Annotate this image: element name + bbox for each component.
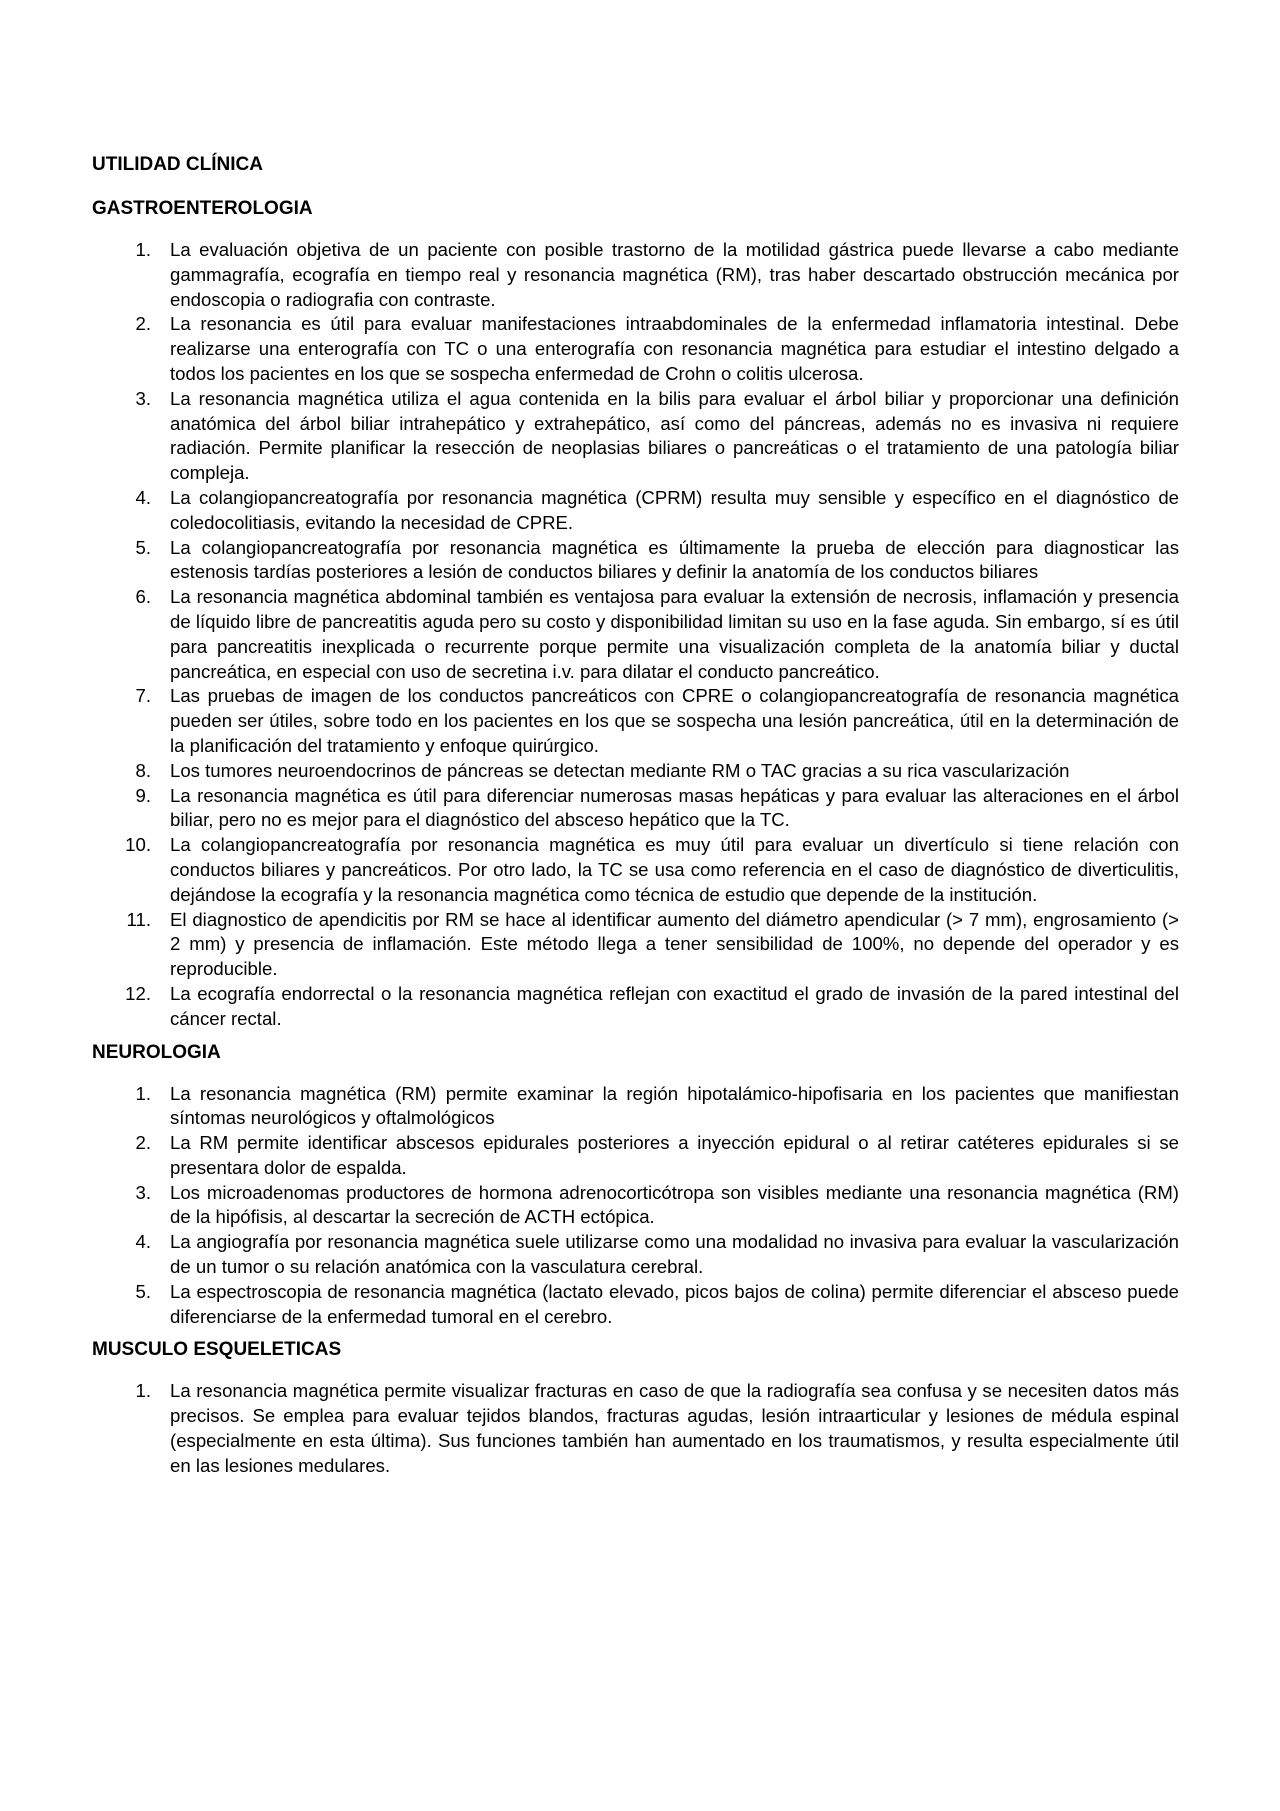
list-item [92, 585, 1179, 684]
item-text: Los tumores neuroendocrinos de páncreas se detectan mediante RM o TAC gracias a su rica vascularización [170, 759, 1070, 781]
item-number: 1. [135, 239, 151, 260]
item-number: 1. [135, 1082, 151, 1104]
item-text: La colangiopancreatografía por resonancia magnética (CPRM) resulta muy sensible y específico en el diagnóstico de coledocolitiasis, evitando la necesidad de CPRE. [170, 486, 1179, 533]
item-text: La espectroscopia de resonancia magnética (lactato elevado, picos bajos de colina) permite diferenciar el absceso puede diferenciarse de la enfermedad tumoral en el cerebro. [170, 1280, 1179, 1327]
list-item [92, 684, 1179, 758]
section-heading: NEUROLOGIA [92, 1041, 221, 1063]
item-number: 9. [135, 784, 151, 806]
item-number: 5. [135, 1280, 151, 1302]
list-item [92, 833, 1179, 907]
item-number: 5. [135, 536, 151, 558]
item-text: La ecografía endorrectal o la resonancia magnética reflejan con exactitud el grado de invasión de la pared intestinal del cáncer rectal. [170, 982, 1179, 1029]
item-text: La colangiopancreatografía por resonancia magnética es muy útil para evaluar un divertículo si tiene relación con conductos biliares y pancreáticos. Por otro lado, la TC se usa como referencia en el caso de diagnóstico de diverticulitis, dejándose la ecografía y la resonancia magnética como técnica de estudio que depende de la institución. [170, 834, 1179, 905]
item-text: La resonancia es útil para evaluar manifestaciones intraabdominales de la enfermedad inflamatoria intestinal. Debe realizarse una enterografía con TC o una enterografía con resonancia magnética para estudiar el intestino delgado a todos los pacientes en los que se sospecha enfermedad de Crohn o colitis ulcerosa. [170, 313, 1179, 384]
section-gastroenterologia [92, 196, 1179, 1032]
list-item [92, 486, 1179, 536]
numbered-list [92, 238, 1179, 1032]
list-item [92, 908, 1179, 982]
item-text: La colangiopancreatografía por resonancia magnética es últimamente la prueba de elección para diagnosticar las estenosis tardías posteriores a lesión de conductos biliares y definir la anatomía de los conductos biliares [170, 536, 1179, 583]
list-item [92, 1230, 1179, 1280]
item-number: 1. [135, 1380, 151, 1402]
section-heading: MUSCULO ESQUELETICAS [92, 1339, 342, 1361]
list-item [92, 1280, 1179, 1330]
item-number: 3. [135, 1181, 151, 1203]
item-text: Las pruebas de imagen de los conductos pancreáticos con CPRE o colangiopancreatografía de resonancia magnética pueden ser útiles, sobre todo en los pacientes en los que se sospecha una lesión pancreática, útil en la determinación de la planificación del tratamiento y enfoque quirúrgico. [170, 685, 1179, 756]
document-title: UTILIDAD CLÍNICA [92, 154, 263, 175]
item-number: 8. [135, 759, 151, 781]
list-item [92, 536, 1179, 586]
list-item [92, 1082, 1179, 1132]
list-item [92, 1181, 1179, 1231]
item-text: La resonancia magnética es útil para diferenciar numerosas masas hepáticas y para evaluar las alteraciones en el árbol biliar, pero no es mejor para el diagnóstico del absceso hepático que la TC. [170, 784, 1179, 831]
list-item [92, 759, 1179, 784]
list-item [92, 784, 1179, 834]
item-text: La RM permite identificar abscesos epidurales posteriores a inyección epidural o al retirar catéteres epidurales si se presentara dolor de espalda. [170, 1132, 1179, 1178]
section-musculo-esqueleticas [92, 1337, 1179, 1478]
item-text: Los microadenomas productores de hormona adrenocorticótropa son visibles mediante una resonancia magnética (RM) de la hipófisis, al descartar la secreción de ACTH ectópica. [170, 1181, 1179, 1228]
item-number: 4. [135, 486, 151, 508]
list-item [92, 312, 1179, 386]
list-item [92, 982, 1179, 1032]
item-text: La resonancia magnética abdominal también es ventajosa para evaluar la extensión de necrosis, inflamación y presencia de líquido libre de pancreatitis aguda pero su costo y disponibilidad limitan su uso en la fase aguda. Sin embargo, sí es útil para pancreatitis inexplicada o recurrente porque permite una visualización completa de la anatomía biliar y ductal pancreática, en especial con uso de secretina i.v. para dilatar el conducto pancreático. [170, 586, 1179, 682]
item-number: 12. [125, 982, 151, 1004]
item-text: La resonancia magnética utiliza el agua contenida en la bilis para evaluar el árbol biliar y proporcionar una definición anatómica del árbol biliar intrahepático y extrahepático, así como del páncreas, además no es invasiva ni requiere radiación. Permite planificar la resección de neoplasias biliares o pancreáticas o el tratamiento de una patología biliar compleja. [170, 387, 1179, 484]
item-number: 6. [135, 586, 151, 608]
item-text: El diagnostico de apendicitis por RM se hace al identificar aumento del diámetro apendicular (> 7 mm), engrosamiento (> 2 mm) y presencia de inflamación. Este método llega a tener sensibilidad de 100%, no depende del operador y es reproducible. [170, 908, 1179, 980]
item-number: 11. [126, 908, 151, 930]
numbered-list [92, 1082, 1179, 1330]
section-heading: GASTROENTEROLOGIA [92, 198, 313, 219]
list-item [92, 1379, 1179, 1478]
list-item [92, 387, 1179, 486]
item-text: La evaluación objetiva de un paciente con posible trastorno de la motilidad gástrica puede llevarse a cabo mediante gammagrafía, ecografía en tiempo real y resonancia magnética (RM), tras haber descartado obstrucción mecánica por endoscopia o radiografia con contraste. [170, 239, 1179, 310]
numbered-list [92, 1379, 1179, 1478]
item-number: 3. [135, 387, 151, 409]
item-number: 2. [135, 1132, 151, 1154]
item-number: 10. [125, 834, 151, 856]
section-neurologia [92, 1040, 1179, 1330]
list-item [92, 238, 1179, 312]
item-number: 2. [135, 313, 151, 335]
list-item [92, 1131, 1179, 1181]
item-text: La resonancia magnética (RM) permite examinar la región hipotalámico-hipofisaria en los pacientes que manifiestan síntomas neurológicos y oftalmológicos [170, 1082, 1179, 1129]
item-text: La resonancia magnética permite visualizar fracturas en caso de que la radiografía sea confusa y se necesiten datos más precisos. Se emplea para evaluar tejidos blandos, fracturas agudas, lesión intraarticular y lesiones de médula espinal (especialmente en esta última). Sus funciones también han aumentado en los traumatismos, y resulta especialmente útil en las lesiones medulares. [170, 1380, 1179, 1476]
item-number: 7. [135, 685, 151, 707]
item-number: 4. [135, 1231, 151, 1253]
item-text: La angiografía por resonancia magnética suele utilizarse como una modalidad no invasiva para evaluar la vascularización de un tumor o su relación anatómica con la vasculatura cerebral. [170, 1231, 1179, 1278]
